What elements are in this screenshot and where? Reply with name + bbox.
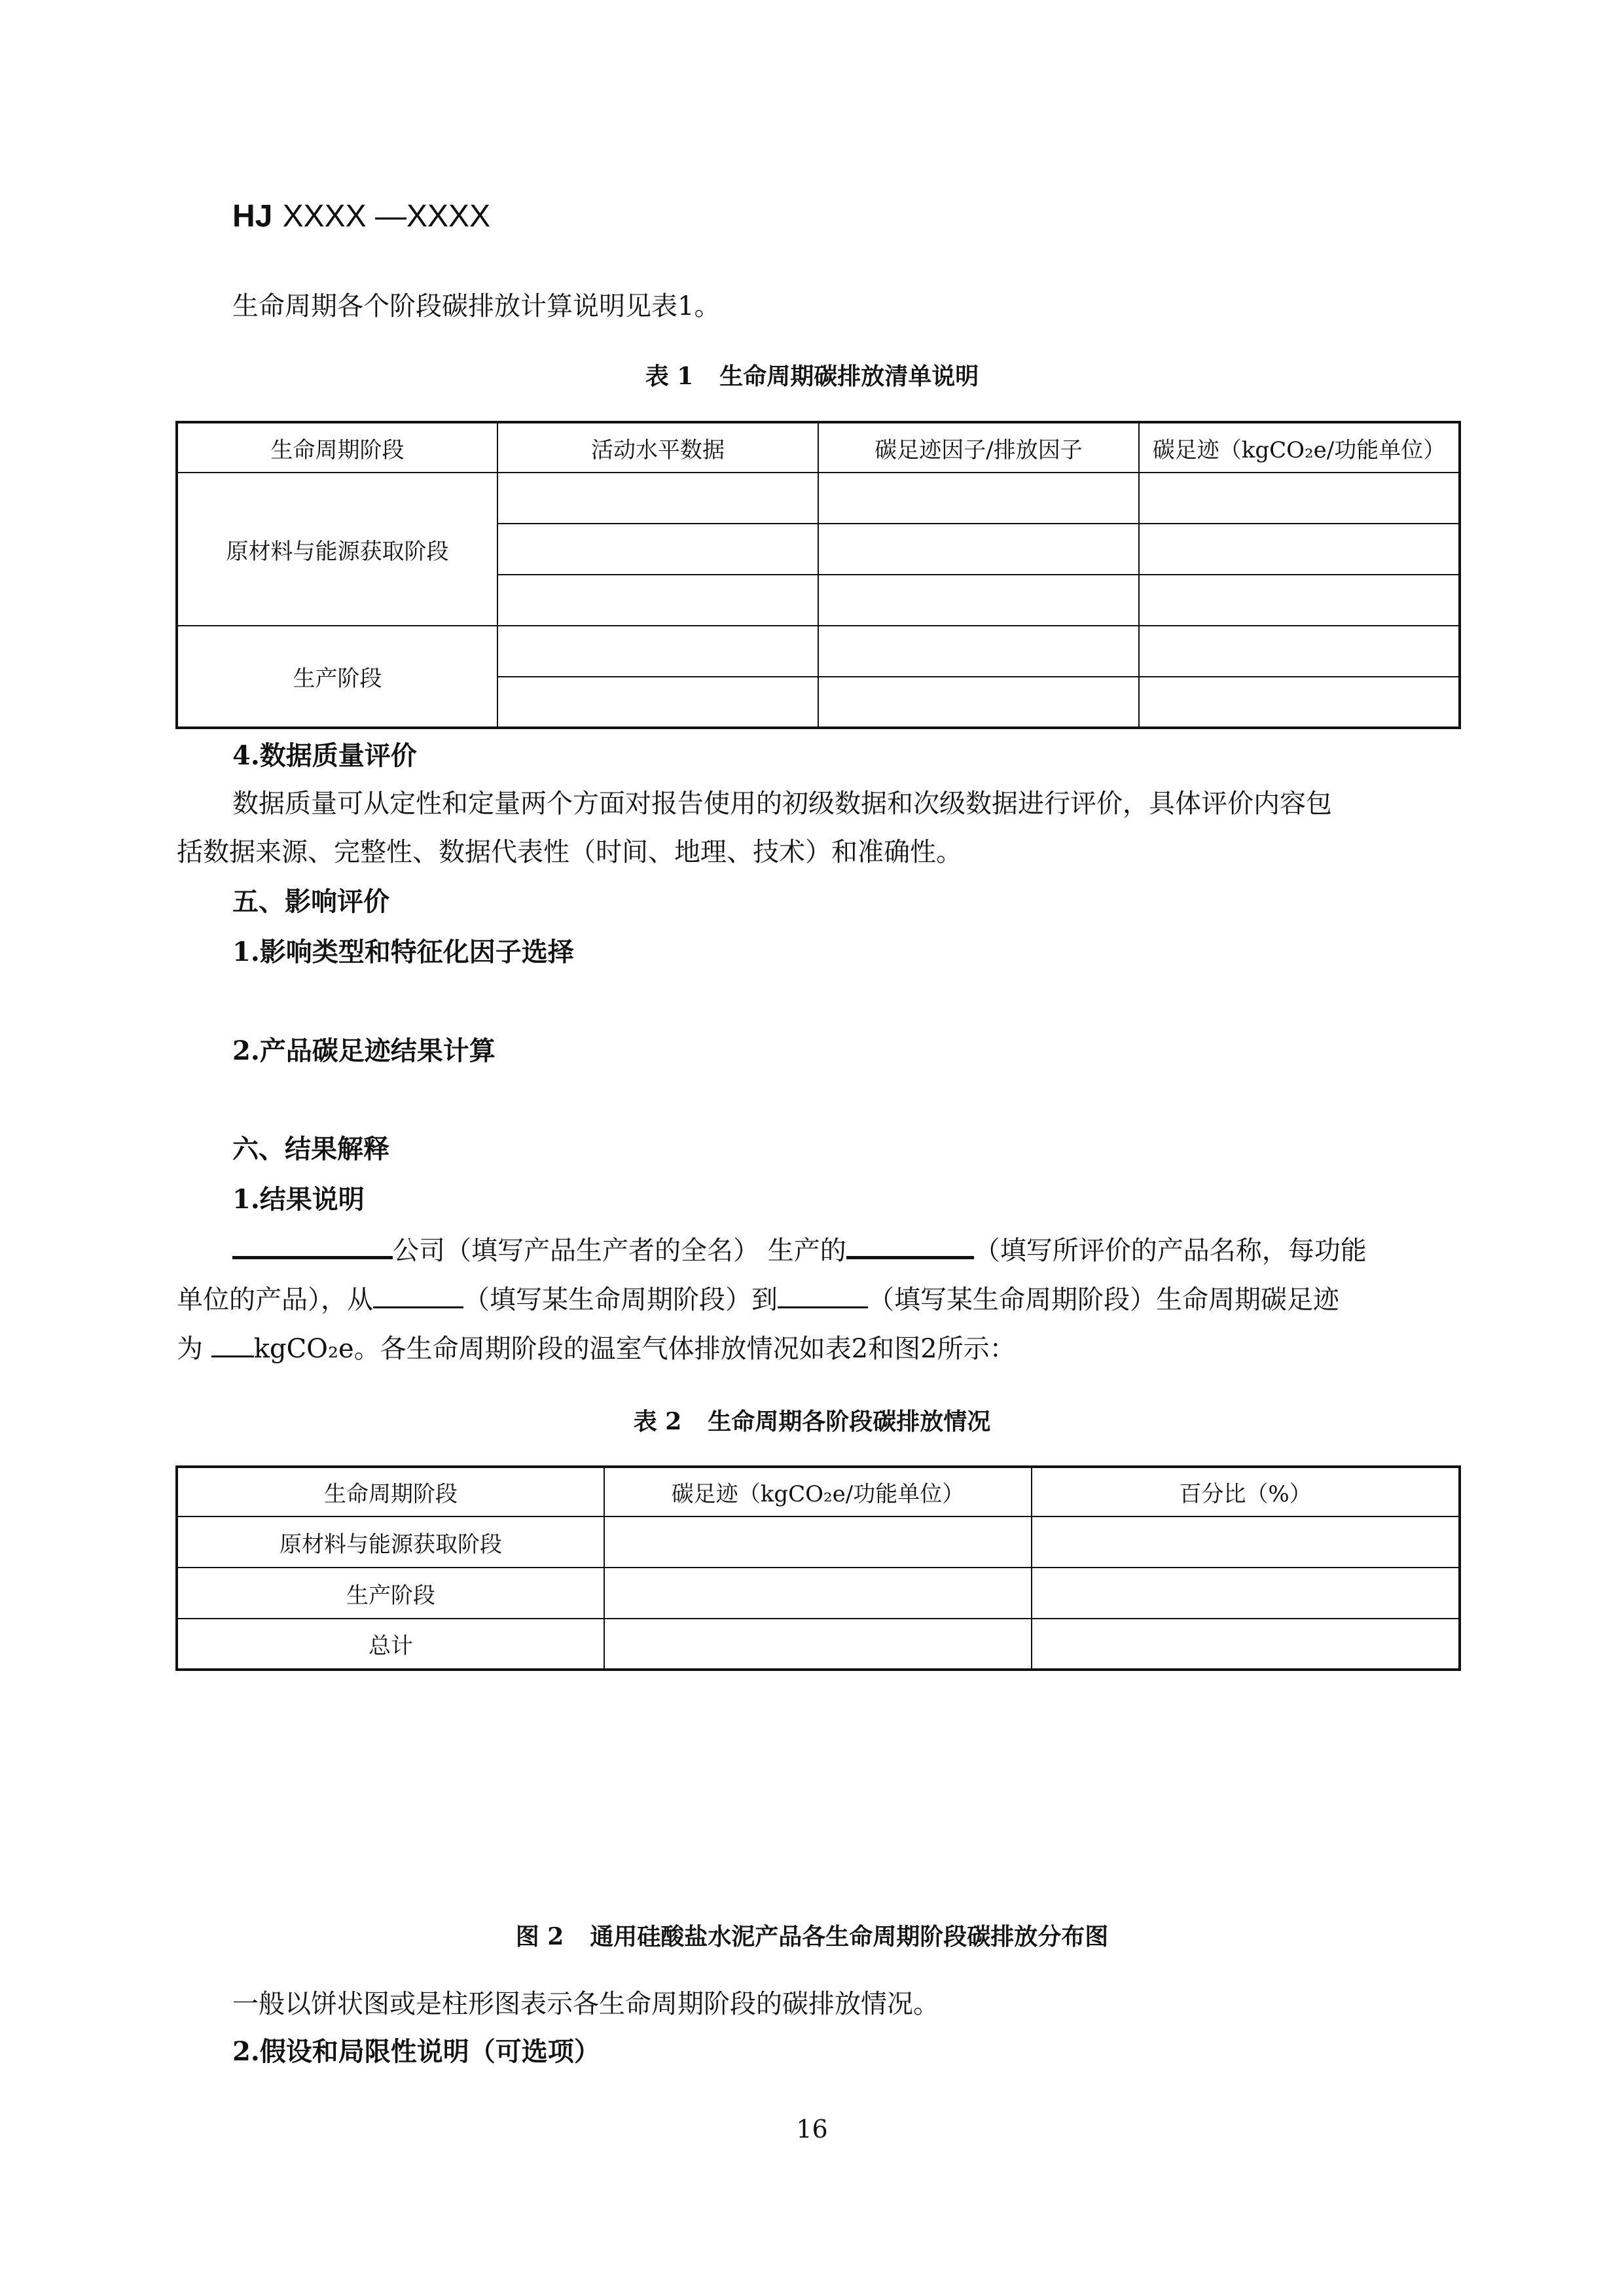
section-6-sub2: 2.假设和局限性说明（可选项）	[232, 2036, 600, 2067]
table1-empty-cell	[497, 524, 818, 575]
table1-empty-cell	[1139, 677, 1460, 728]
blank-producer-name	[232, 1230, 393, 1259]
document-code	[232, 195, 490, 238]
table1-empty-cell	[497, 626, 818, 677]
result-line-1	[232, 1230, 1367, 1269]
table2-empty-cell	[604, 1516, 1032, 1568]
table2	[175, 1465, 1461, 1671]
page-number: 16	[796, 2115, 828, 2144]
table2-stage-cell: 生产阶段	[177, 1568, 604, 1619]
result-line1-text-b: （填写所评价的产品名称，每功能	[973, 1236, 1367, 1266]
table1-empty-cell	[1139, 575, 1460, 626]
section-5-sub2: 2.产品碳足迹结果计算	[232, 1035, 496, 1066]
table1-empty-cell	[1139, 473, 1460, 524]
table1-empty-cell	[497, 677, 818, 728]
table2-caption-label: 表 2	[633, 1408, 682, 1435]
document-code-number: XXXX —XXXX	[282, 199, 491, 234]
table1-caption-title: 生命周期碳排放清单说明	[719, 363, 979, 390]
section-5-heading: 五、影响评价	[232, 886, 389, 917]
table1-empty-cell	[1139, 626, 1460, 677]
table2-empty-cell	[1032, 1619, 1460, 1670]
blank-footprint-value	[211, 1329, 254, 1357]
result-line1-text-a: 公司（填写产品生产者的全名） 生产的	[393, 1236, 846, 1266]
result-line-3	[177, 1329, 1016, 1367]
table1-header-cell: 活动水平数据	[497, 422, 818, 473]
table2-caption-title: 生命周期各阶段碳排放情况	[708, 1408, 991, 1435]
table1-empty-cell	[497, 473, 818, 524]
table2-header-cell: 百分比（%）	[1032, 1467, 1460, 1516]
table2-empty-cell	[1032, 1568, 1460, 1619]
table2-empty-cell	[1032, 1516, 1460, 1568]
table1-empty-cell	[818, 677, 1139, 728]
figure2-caption	[0, 1921, 1624, 1952]
table1-header-cell: 生命周期阶段	[177, 422, 497, 473]
result-line2-text-a: 单位的产品），从	[177, 1285, 373, 1315]
result-line-2	[177, 1280, 1339, 1318]
table1-empty-cell	[818, 473, 1139, 524]
table2-header-cell: 碳足迹（kgCO₂e/功能单位）	[604, 1467, 1032, 1516]
table2-row	[177, 1619, 1460, 1670]
table1-empty-cell	[818, 575, 1139, 626]
section-6-heading: 六、结果解释	[232, 1134, 389, 1164]
figure2-caption-label: 图 2	[515, 1923, 564, 1950]
table1-row	[177, 473, 1460, 524]
table1-stage-cell: 原材料与能源获取阶段	[177, 473, 497, 626]
table2-total-cell: 总计	[177, 1619, 604, 1670]
table1-empty-cell	[1139, 524, 1460, 575]
figure-note: 一般以饼状图或是柱形图表示各生命周期阶段的碳排放情况。	[232, 1989, 939, 2019]
table1-empty-cell	[818, 626, 1139, 677]
table2-header-row	[177, 1467, 1460, 1516]
intro-text: 生命周期各个阶段碳排放计算说明见表1。	[232, 291, 721, 321]
table2-row	[177, 1568, 1460, 1619]
table1-caption	[0, 361, 1624, 392]
section-5-sub1: 1.影响类型和特征化因子选择	[232, 937, 574, 967]
result-line3-text-a: 为	[177, 1334, 211, 1364]
table1-empty-cell	[818, 524, 1139, 575]
table2-caption	[0, 1406, 1624, 1437]
section-6-sub1: 1.结果说明	[232, 1184, 365, 1215]
table1-caption-label: 表 1	[645, 363, 694, 390]
result-line2-text-c: （填写某生命周期阶段）生命周期碳足迹	[868, 1285, 1339, 1315]
section-4-heading: 4.数据质量评价	[232, 740, 417, 771]
blank-end-stage	[778, 1280, 868, 1308]
figure2-caption-title: 通用硅酸盐水泥产品各生命周期阶段碳排放分布图	[590, 1923, 1109, 1950]
table2-empty-cell	[604, 1568, 1032, 1619]
table1-empty-cell	[497, 575, 818, 626]
section-4-paragraph-line1: 数据质量可从定性和定量两个方面对报告使用的初级数据和次级数据进行评价，具体评价内容包	[232, 789, 1332, 819]
table2-stage-cell: 原材料与能源获取阶段	[177, 1516, 604, 1568]
blank-product-name	[846, 1230, 974, 1259]
table1-header-row	[177, 422, 1460, 473]
table2-header-cell: 生命周期阶段	[177, 1467, 604, 1516]
table1	[175, 421, 1461, 729]
result-line2-text-b: （填写某生命周期阶段）到	[463, 1285, 778, 1315]
result-line3-text-b: kgCO₂e。各生命周期阶段的温室气体排放情况如表2和图2所示：	[253, 1334, 1016, 1364]
document-code-prefix: HJ	[232, 199, 273, 234]
table1-header-cell: 碳足迹因子/排放因子	[818, 422, 1139, 473]
section-4-paragraph-line2: 括数据来源、完整性、数据代表性（时间、地理、技术）和准确性。	[177, 837, 962, 867]
blank-start-stage	[373, 1280, 463, 1308]
table1-stage-cell: 生产阶段	[177, 626, 497, 728]
table1-header-cell: 碳足迹（kgCO₂e/功能单位）	[1139, 422, 1460, 473]
table2-row	[177, 1516, 1460, 1568]
table2-empty-cell	[604, 1619, 1032, 1670]
table1-row	[177, 626, 1460, 677]
